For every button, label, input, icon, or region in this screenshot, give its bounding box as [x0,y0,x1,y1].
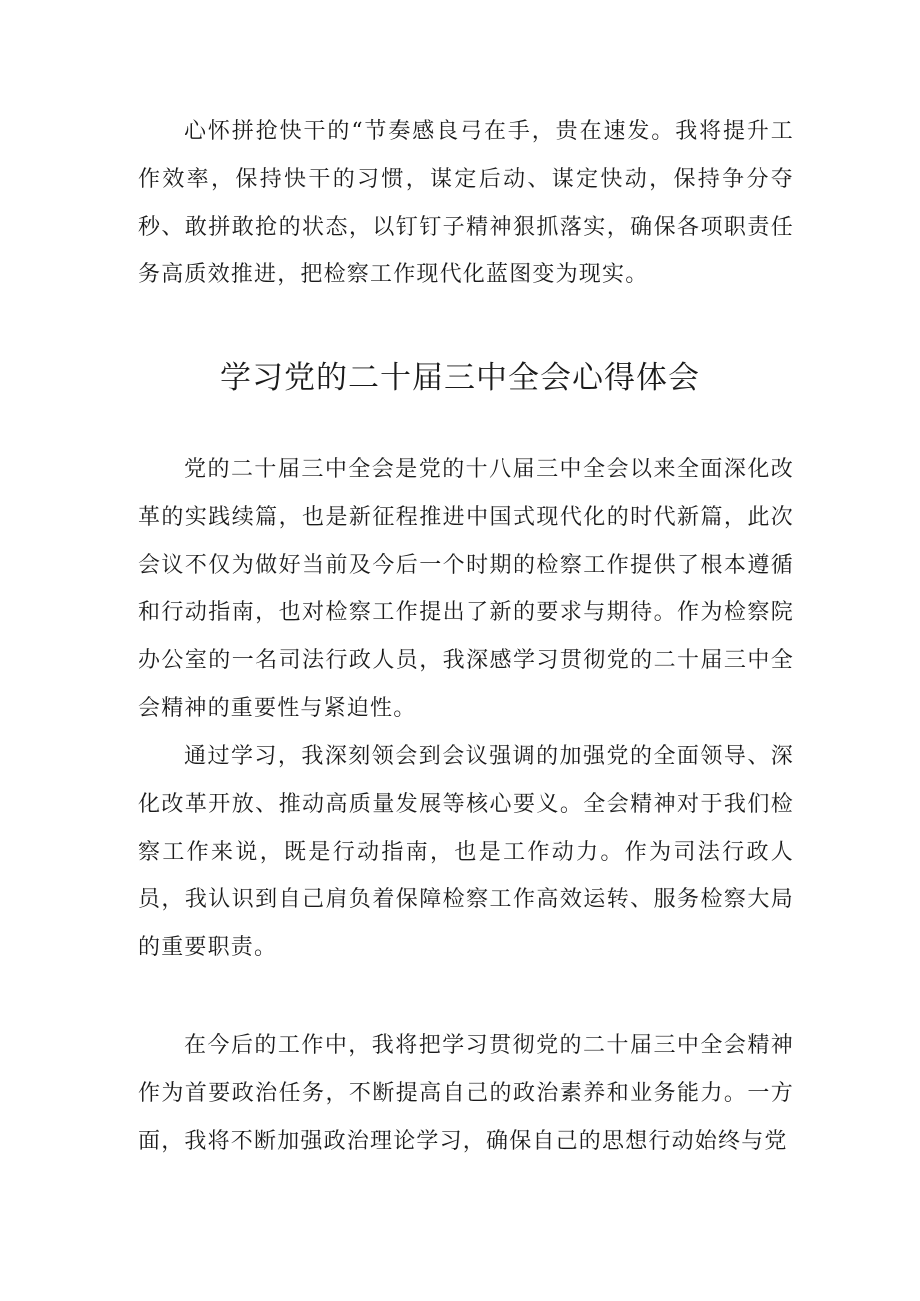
body-paragraph-2: 通过学习，我深刻领会到会议强调的加强党的全面领导、深化改革开放、推动高质量发展等核心要义。全会精神对于我们检察工作来说，既是行动指南，也是工作动力。作为司法行政人员，我认识到自己肩负着保障检察工作高效运转、服务检察大局的重要职责。 [138,744,794,961]
continued-paragraph: 心怀拼抢快干的“节奏感良弓在手，贵在速发。我将提升工作效率，保持快干的习惯，谋定后动、谋定快动，保持争分夺秒、敢拼敢抢的状态，以钉钉子精神狠抓落实，确保各项职责任务高质效推进，把检察工作现代化蓝图变为现实。 [138,119,794,288]
document-title: 学习党的二十届三中全会心得体会 [220,360,700,396]
body-paragraph-3: 在今后的工作中，我将把学习贯彻党的二十届三中全会精神作为首要政治任务，不断提高自己的政治素养和业务能力。一方面，我将不断加强政治理论学习，确保自己的思想行动始终与党 [138,1033,794,1154]
body-paragraph-1: 党的二十届三中全会是党的十八届三中全会以来全面深化改革的实践续篇，也是新征程推进中国式现代化的时代新篇，此次会议不仅为做好当前及今后一个时期的检察工作提供了根本遵循和行动指南，也对检察工作提出了新的要求与期待。作为检察院办公室的一名司法行政人员，我深感学习贯彻党的二十届三中全会精神的重要性与紧迫性。 [138,457,794,721]
